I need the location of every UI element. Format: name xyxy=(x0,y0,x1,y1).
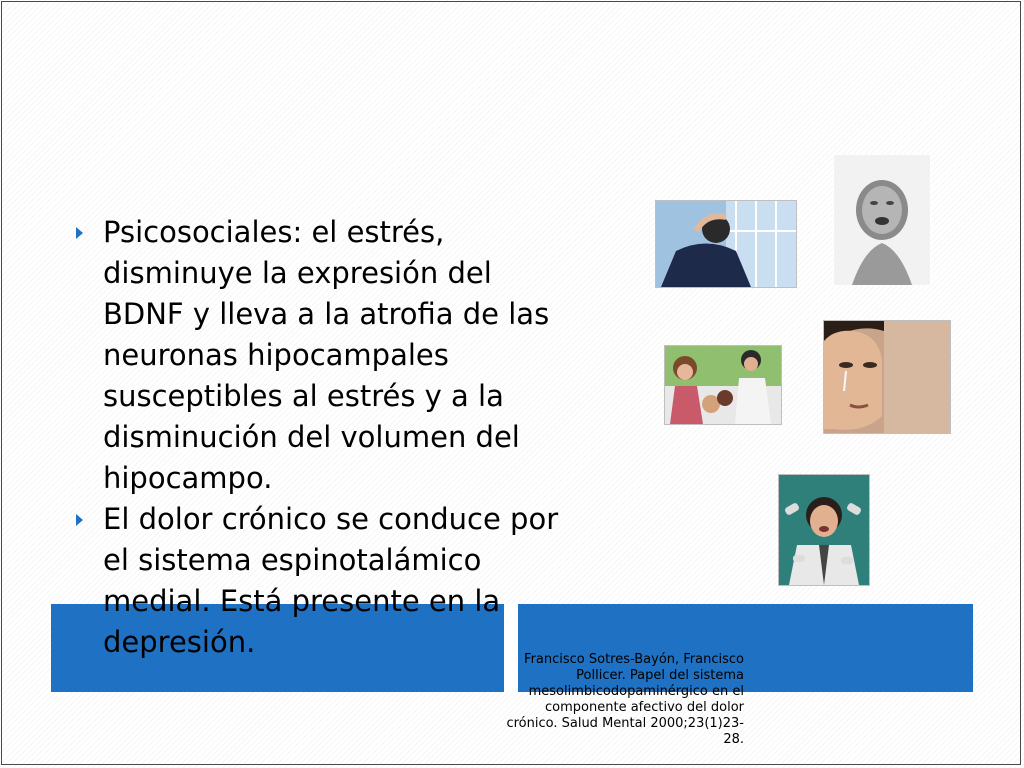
photo-crying-children xyxy=(664,345,782,425)
bullet-text: : el estrés, disminuye la expresión del BDNF y lleva a la atrofia de las neuronas hipocampales susceptibles al estrés y a la disminución del volumen del hipocampo. xyxy=(103,215,550,495)
bullet-arrow-icon xyxy=(76,227,83,239)
bullet-item-dolor xyxy=(74,499,574,663)
bullet-prefix: El xyxy=(103,502,139,536)
bullet-term: dolor xyxy=(138,502,213,536)
photo-man-with-phones xyxy=(778,474,870,586)
photo-crying-man xyxy=(823,320,951,434)
bullet-arrow-icon xyxy=(76,514,83,526)
bullet-text: crónico se conduce por el sistema espinotalámico medial. Está presente en la depresión. xyxy=(103,502,559,659)
citation-text: Francisco Sotres-Bayón, Francisco Pollicer. Papel del sistema mesolimbicodopaminérgico en el componente afectivo del dolor crónico. Salud Mental 2000;23(1)23-28. xyxy=(506,652,744,747)
bullet-list xyxy=(74,212,574,663)
photo-stressed-man xyxy=(655,200,797,288)
photo-screaming-face xyxy=(833,154,931,286)
bullet-item-psicosociales xyxy=(74,212,574,499)
bullet-term: Psicosociales xyxy=(103,215,293,249)
